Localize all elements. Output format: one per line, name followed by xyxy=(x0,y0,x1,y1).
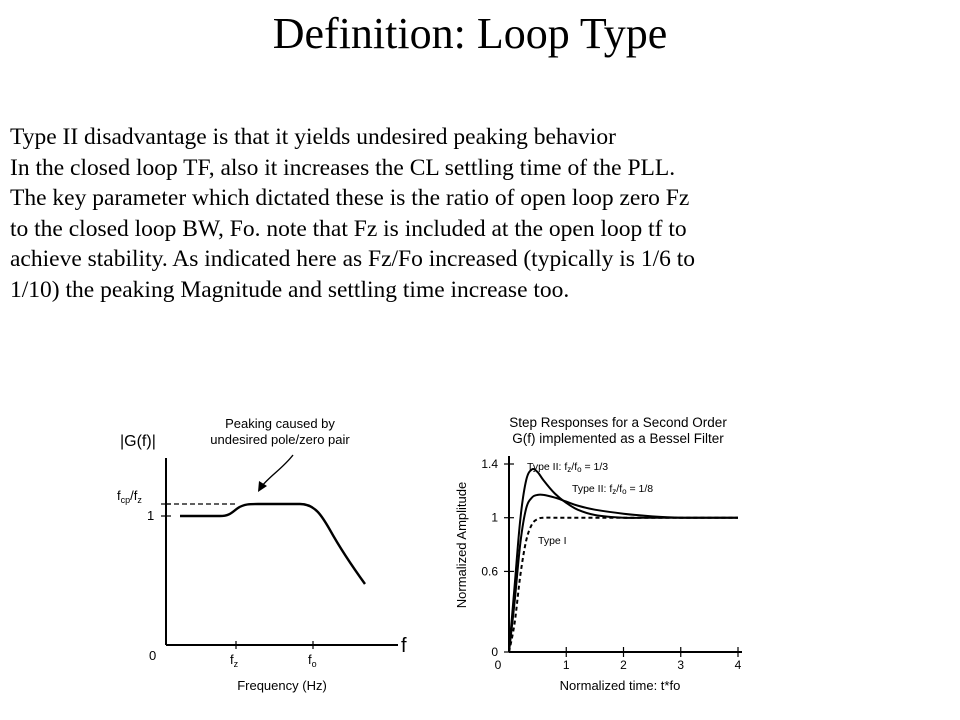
xtick-fo-label: $f_o$ xyxy=(308,652,317,669)
magnitude-xlabel: Frequency (Hz) xyxy=(237,678,327,693)
magnitude-ylabel: |G(f)| xyxy=(120,433,156,450)
body-line: to the closed loop BW, Fo. note that Fz is included at the open loop tf to xyxy=(10,215,687,242)
x-tick-label: 3 xyxy=(677,658,685,672)
slide-title: Definition: Loop Type xyxy=(272,9,668,58)
chart-ylabel: Normalized Amplitude xyxy=(454,481,469,609)
chart-title-line2: G(f) implemented as a Bessel Filter xyxy=(512,431,724,446)
ytick-one-label: 1 xyxy=(147,508,155,523)
y-tick-label: 0.6 xyxy=(481,564,498,579)
y-tick-label: 1 xyxy=(491,510,498,525)
origin-label: 0 xyxy=(149,648,157,663)
x-tick-label: 1 xyxy=(562,658,570,672)
annotation-arrowhead xyxy=(258,481,267,492)
series-type1 xyxy=(509,518,738,652)
chart-xlabel: Normalized time: t*fo xyxy=(559,678,681,693)
body-line: The key parameter which dictated these is the ratio of open loop zero Fz xyxy=(10,185,690,211)
body-line: Type II disadvantage is that it yields undesired peaking behavior xyxy=(10,124,616,150)
magnitude-curve xyxy=(180,504,365,584)
body-line: achieve stability. As indicated here as Fz/Fo increased (typically is 1/6 to xyxy=(10,246,696,272)
x-tick-label: 2 xyxy=(620,658,627,672)
series-type2-third xyxy=(509,469,738,652)
y-tick-label: 1.4 xyxy=(481,457,498,471)
chart-title-line1: Step Responses for a Second Order xyxy=(509,415,727,430)
series-label-type2-third: Type II: fz/fo = 1/3 xyxy=(527,461,609,474)
series-label-type2-eighth: Type II: fz/fo = 1/8 xyxy=(572,483,654,496)
series-label-type1: Type I xyxy=(538,535,567,547)
peaking-annotation-line2: undesired pole/zero pair xyxy=(210,432,350,447)
y-tick-label: 0 xyxy=(491,645,498,659)
body-text xyxy=(10,122,955,305)
body-line: In the closed loop TF, also it increases the CL settling time of the PLL. xyxy=(10,154,676,181)
body-line: 1/10) the peaking Magnitude and settling time increase too. xyxy=(10,276,570,303)
x-tick-label: 0 xyxy=(494,658,502,672)
annotation-arrow xyxy=(262,455,293,486)
xtick-fz-label: $f_z$ xyxy=(230,652,239,669)
series-type2-eighth xyxy=(509,495,738,652)
peaking-annotation-line1: Peaking caused by xyxy=(225,416,335,431)
ytick-peak-label: $f_{cp}/f_z$ xyxy=(117,488,142,505)
xaxis-var-label: f xyxy=(401,635,407,657)
x-tick-label: 4 xyxy=(734,658,742,672)
